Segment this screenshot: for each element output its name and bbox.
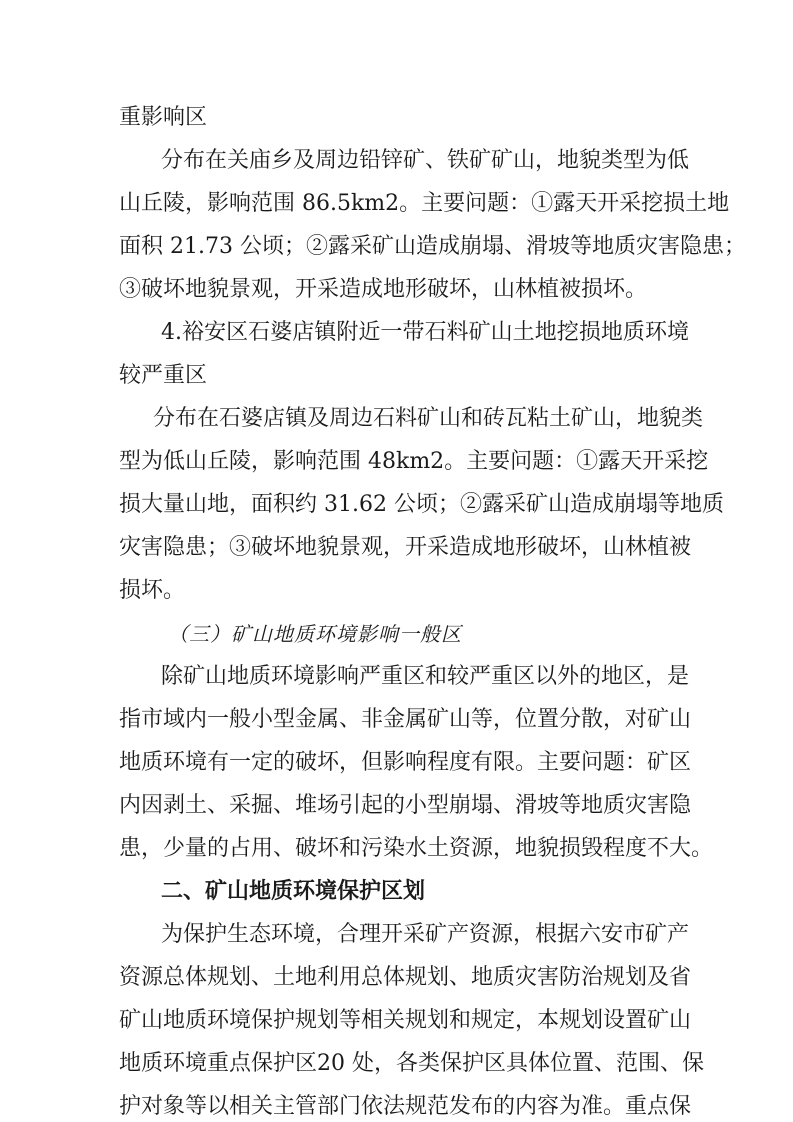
body-text-line: 地质环境有一定的破坏，但影响程度有限。主要问题：矿区: [119, 750, 692, 775]
section-title-line: 较严重区: [119, 363, 208, 388]
body-text-line: 重影响区: [119, 105, 208, 130]
subsection-heading: （三）矿山地质环境影响一般区: [168, 622, 462, 646]
body-text-line: 矿山地质环境保护规划等相关规划和规定，本规划设置矿山: [119, 1008, 692, 1033]
body-text-line: 患，少量的占用、破坏和污染水土资源，地貌损毁程度不大。: [119, 836, 714, 861]
body-text-line: 分布在石婆店镇及周边石料矿山和砖瓦粘土矿山，地貌类: [153, 406, 704, 431]
body-text-line: 护对象等以相关主管部门依法规范发布的内容为准。重点保: [119, 1094, 692, 1119]
body-text-line: 地质环境重点保护区20 处，各类保护区具体位置、范围、保: [119, 1051, 704, 1076]
body-text-line: 资源总体规划、土地利用总体规划、地质灾害防治规划及省: [119, 965, 692, 990]
body-text-line: 损坏。: [119, 578, 186, 603]
body-text-line: 山丘陵，影响范围 86.5km2。主要问题：①露天开采挖损土地: [119, 191, 730, 216]
body-text-line: ③破坏地貌景观，开采造成地形破坏，山林植被损坏。: [119, 277, 648, 302]
body-text-line: 除矿山地质环境影响严重区和较严重区以外的地区，是: [161, 664, 690, 689]
section-heading: 二、矿山地质环境保护区划: [161, 879, 426, 904]
body-text-line: 损大量山地，面积约 31.62 公顷；②露采矿山造成崩塌等地质: [119, 492, 724, 517]
body-text-line: 指市域内一般小型金属、非金属矿山等，位置分散，对矿山: [119, 707, 692, 732]
body-text-line: 灾害隐患；③破坏地貌景观，开采造成地形破坏，山林植被: [119, 535, 692, 560]
body-text-line: 内因剥土、采掘、堆场引起的小型崩塌、滑坡等地质灾害隐: [119, 793, 692, 818]
body-text-line: 为保护生态环境，合理开采矿产资源，根据六安市矿产: [161, 922, 690, 947]
body-text-line: 分布在关庙乡及周边铅锌矿、铁矿矿山，地貌类型为低: [161, 148, 690, 173]
section-title-line: 4.裕安区石婆店镇附近一带石料矿山土地挖损地质环境: [161, 320, 689, 345]
body-text-line: 面积 21.73 公顷；②露采矿山造成崩塌、滑坡等地质灾害隐患；: [119, 234, 746, 259]
body-text-line: 型为低山丘陵，影响范围 48km2。主要问题：①露天开采挖: [119, 449, 709, 474]
